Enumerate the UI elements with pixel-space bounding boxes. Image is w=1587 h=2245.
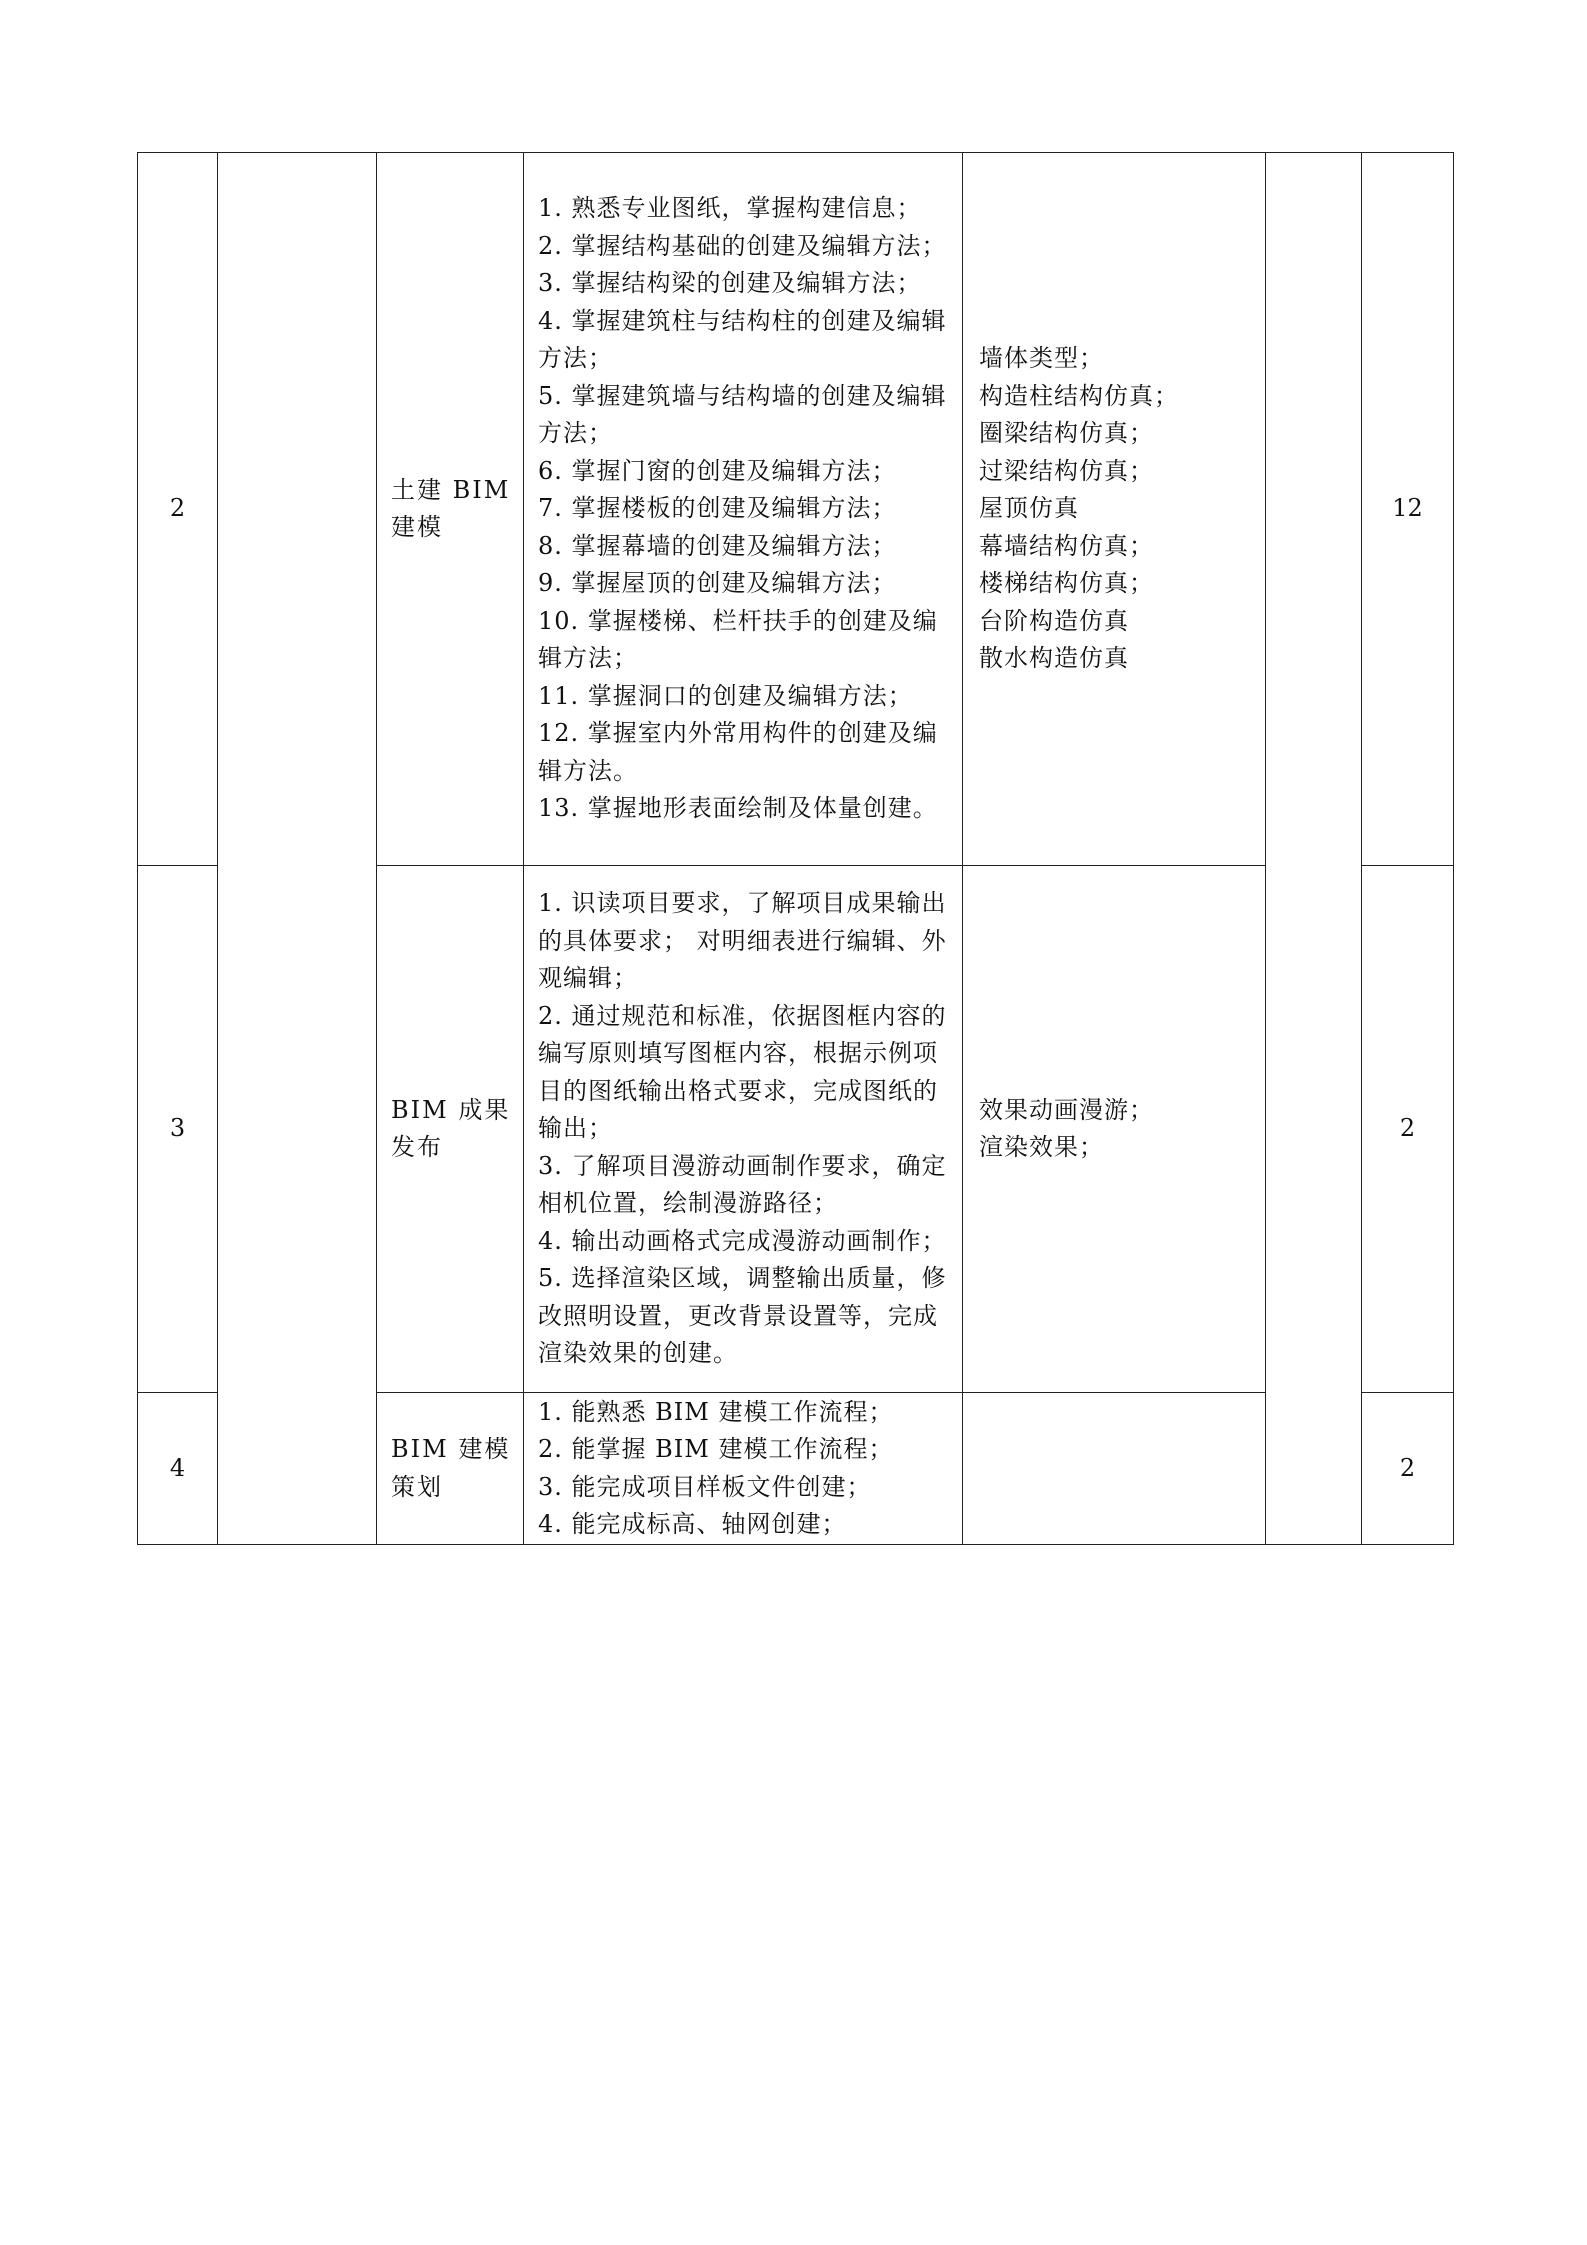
content-item: 6. 掌握门窗的创建及编辑方法； xyxy=(538,456,897,485)
content-item: 8. 掌握幕墙的创建及编辑方法； xyxy=(538,531,897,560)
row-number: 2 xyxy=(138,153,218,866)
learning-content xyxy=(524,866,963,1393)
simulation-item: 构造柱结构仿真； xyxy=(979,381,1179,410)
content-item: 3. 了解项目漫游动画制作要求，确定相机位置，绘制漫游路径； xyxy=(538,1151,947,1218)
simulation-item: 墙体类型； xyxy=(979,344,1104,373)
learning-content xyxy=(524,153,963,866)
simulation-item: 效果动画漫游； xyxy=(979,1095,1154,1124)
content-item: 5. 掌握建筑墙与结构墙的创建及编辑方法； xyxy=(538,381,947,448)
content-item: 4. 能完成标高、轴网创建； xyxy=(538,1510,847,1538)
content-item: 3. 掌握结构梁的创建及编辑方法； xyxy=(538,269,922,298)
course-table xyxy=(137,152,1454,1545)
simulation-item: 楼梯结构仿真； xyxy=(979,569,1154,598)
simulation-item: 渲染效果； xyxy=(979,1133,1104,1161)
row-number: 4 xyxy=(138,1393,218,1545)
content-item: 4. 输出动画格式完成漫游动画制作； xyxy=(538,1226,947,1255)
content-item: 2. 能掌握 BIM 建模工作流程； xyxy=(538,1435,894,1463)
simulation-item: 屋顶仿真 xyxy=(979,494,1079,523)
simulation-item: 散水构造仿真 xyxy=(979,644,1129,673)
class-hours: 2 xyxy=(1362,866,1454,1393)
content-item: 2. 掌握结构基础的创建及编辑方法； xyxy=(538,231,947,260)
class-hours: 2 xyxy=(1362,1393,1454,1545)
content-item: 5. 选择渲染区域，调整输出质量，修改照明设置，更改背景设置等，完成渲染效果的创建。 xyxy=(538,1264,947,1368)
content-item: 12. 掌握室内外常用构件的创建及编辑方法。 xyxy=(538,719,938,785)
class-hours: 12 xyxy=(1362,153,1454,866)
row-number: 3 xyxy=(138,866,218,1393)
content-item: 11. 掌握洞口的创建及编辑方法； xyxy=(538,681,913,710)
simulation-item: 圈梁结构仿真； xyxy=(979,419,1154,448)
simulation-item: 台阶构造仿真 xyxy=(979,606,1129,635)
simulation-items xyxy=(963,153,1266,866)
simulation-items xyxy=(963,1393,1266,1545)
project-name: BIM 成果发布 xyxy=(377,866,524,1393)
content-item: 10. 掌握楼梯、栏杆扶手的创建及编辑方法； xyxy=(538,606,938,673)
content-item: 2. 通过规范和标准，依据图框内容的编写原则填写图框内容，根据示例项目的图纸输出格式要求，完成图纸的输出； xyxy=(538,1001,947,1143)
table-row xyxy=(138,153,1454,866)
content-item: 7. 掌握楼板的创建及编辑方法； xyxy=(538,494,897,523)
merged-blank-cell xyxy=(1266,153,1362,1545)
simulation-item: 幕墙结构仿真； xyxy=(979,531,1154,560)
content-item: 1. 能熟悉 BIM 建模工作流程； xyxy=(538,1397,894,1426)
content-item: 3. 能完成项目样板文件创建； xyxy=(538,1472,872,1501)
simulation-items xyxy=(963,866,1266,1393)
content-item: 4. 掌握建筑柱与结构柱的创建及编辑方法； xyxy=(538,306,947,373)
content-item: 9. 掌握屋顶的创建及编辑方法； xyxy=(538,569,897,598)
project-name: BIM 建模策划 xyxy=(377,1393,524,1545)
content-item: 1. 识读项目要求，了解项目成果输出的具体要求； 对明细表进行编辑、外观编辑； xyxy=(538,889,947,993)
content-item: 13. 掌握地形表面绘制及体量创建。 xyxy=(538,794,938,823)
simulation-item: 过梁结构仿真； xyxy=(979,456,1154,485)
project-name: 土建 BIM 建模 xyxy=(377,153,524,866)
learning-content xyxy=(524,1393,963,1545)
content-item: 1. 熟悉专业图纸，掌握构建信息； xyxy=(538,194,922,223)
merged-module-cell xyxy=(218,153,377,1545)
